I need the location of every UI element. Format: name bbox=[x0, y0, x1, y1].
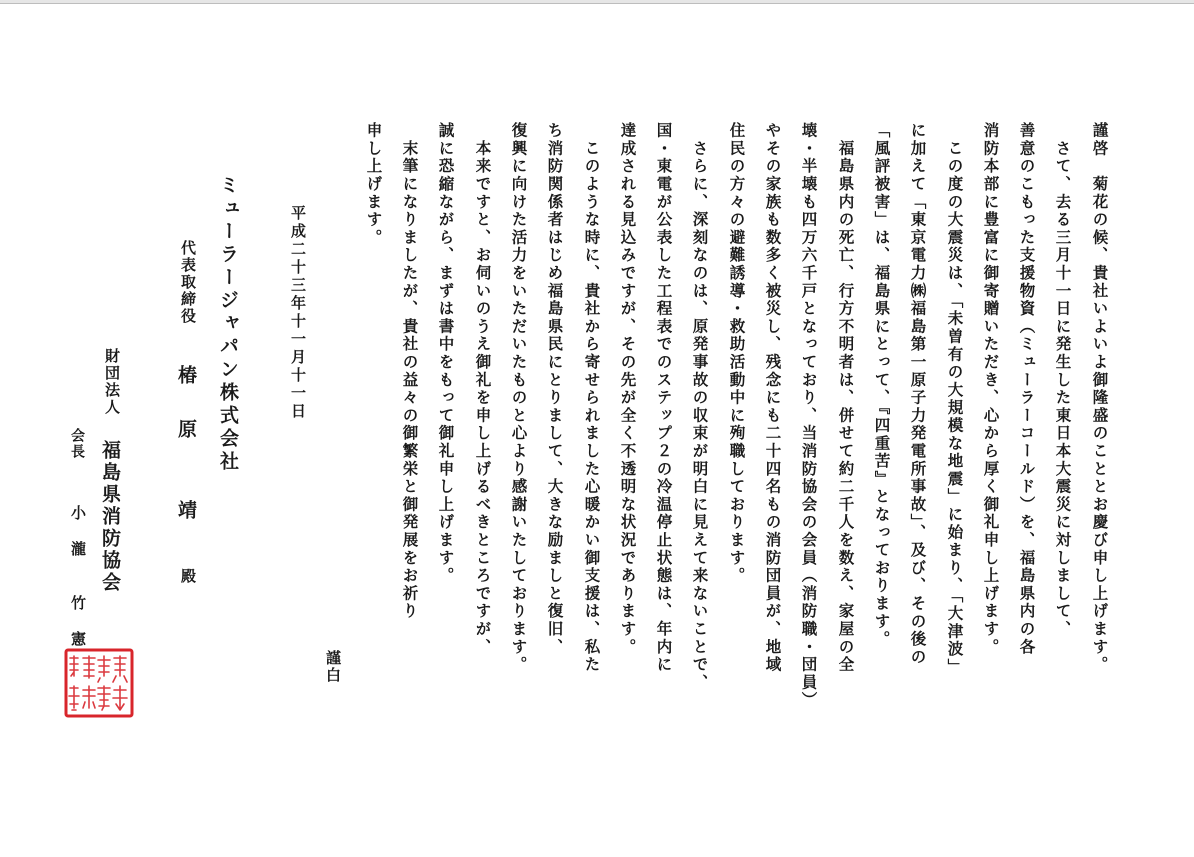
letter-line-16: ち消防関係者はじめ福島県民にとりまして、大きな励ましと復旧、 bbox=[545, 122, 565, 656]
letter-line-2: さて、去る三月十一日に発生した東日本大震災に対しまして、 bbox=[1053, 122, 1073, 639]
letter-line-9: 壊・半壊も四万六千戸となっており、当消防協会の会員（消防職・団員） bbox=[799, 122, 819, 710]
letter-date: 平成二十三年十一月十一日 bbox=[289, 205, 307, 421]
letter-line-10: やその家族も数多く被災し、残念にも二十四名もの消防団員が、地域 bbox=[763, 122, 783, 674]
recipient-honorific: 殿 bbox=[179, 568, 197, 585]
letter-line-19: 誠に恐縮ながら、まずは書中をもって御礼申し上げます。 bbox=[436, 122, 456, 585]
letter-line-4: 消防本部に豊富に御寄贈いただき、心から厚く御礼申し上げます。 bbox=[981, 122, 1001, 656]
recipient-company: ミューラージャパン株式会社 bbox=[217, 175, 239, 474]
sender-name: 小 瀧 竹 憲 bbox=[69, 505, 87, 649]
letter-line-18: 本来ですと、お伺いのうえ御礼を申し上げるべきところですが、 bbox=[473, 122, 493, 656]
letter-line-1: 謹啓 菊花の候、貴社いよいよ御隆盛のこととお慶び申し上げます。 bbox=[1090, 122, 1110, 674]
letter-line-7: 「風評被害」は、福島県にとって、『四重苦』となっております。 bbox=[872, 122, 892, 649]
letter-line-11: 住民の方々の避難誘導・救助活動中に殉職しております。 bbox=[727, 122, 747, 585]
letter-line-8: 福島県内の死亡、行方不明者は、併せて約二千人を数え、家屋の全 bbox=[836, 122, 856, 674]
letter-line-5: この度の大震災は、「未曽有の大規模な地震」に始まり、「大津波」 bbox=[945, 122, 965, 677]
letter-line-17: 復興に向けた活力をいただいたものと心より感謝いたしております。 bbox=[509, 122, 529, 674]
sender-title: 会長 bbox=[69, 428, 85, 460]
scan-top-border-line bbox=[0, 3, 1194, 4]
letter-line-14: 達成される見込みですが、その先が全く不透明な状況であります。 bbox=[618, 122, 638, 656]
official-seal-stamp bbox=[64, 648, 134, 718]
letter-line-13: 国・東電が公表した工程表でのステップ２の冷温停止状態は、年内に bbox=[654, 122, 674, 674]
recipient-name: 椿 原 靖 bbox=[175, 365, 197, 527]
sender-org-name: 福島県消防協会 bbox=[99, 440, 121, 594]
letter-line-20: 末筆になりましたが、貴社の益々の御繁栄と御発展をお祈り bbox=[400, 122, 420, 621]
recipient-title: 代表取締役 bbox=[179, 240, 197, 325]
letter-line-3: 善意のこもった支援物資（ミューラーコールド）を、福島県内の各 bbox=[1017, 122, 1037, 656]
letter-line-12: さらに、深刻なのは、原発事故の収束が明白に見えて来ないことで、 bbox=[690, 122, 710, 692]
sender-org-type: 財団法人 bbox=[103, 348, 121, 416]
letter-line-6: に加えて「東京電力㈱福島第一原子力発電所事故」、及び、その後の bbox=[908, 122, 928, 667]
letter-line-15: このような時に、貴社から寄せられました心暖かい御支援は、私た bbox=[582, 122, 602, 674]
closing-word: 謹白 bbox=[324, 650, 342, 684]
letter-line-21: 申し上げます。 bbox=[364, 122, 384, 247]
